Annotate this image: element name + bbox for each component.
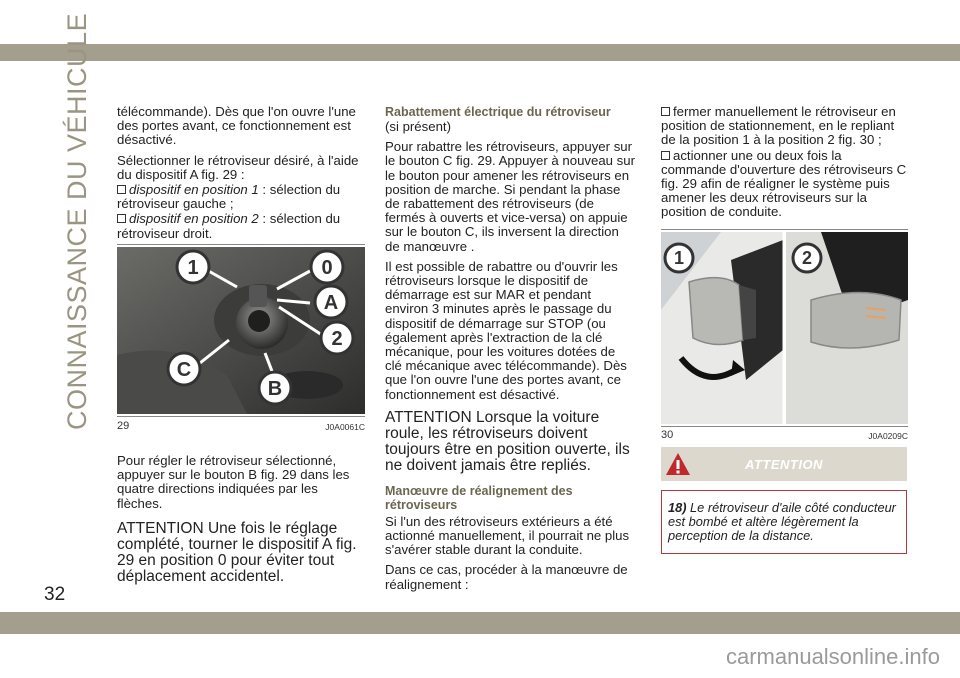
bullet-icon	[117, 214, 126, 223]
callout-label: B	[267, 378, 283, 400]
warning-header	[661, 447, 907, 481]
paragraph: télécommande). Dès que l'on ouvre l'une des portes avant, ce fonctionnement est désactivé.	[117, 104, 356, 148]
list-item	[661, 149, 909, 220]
page-number: 32	[44, 584, 66, 605]
figure-number: 29	[117, 420, 130, 432]
list-item-text: actionner une ou deux fois la commande d'ouverture des rétroviseurs C fig. 29 afin de réaligner le système puis amener les deux rétroviseurs sur la position de conduite.	[661, 147, 907, 220]
section-title: CONNAISSANCE DU VÉHICULE	[62, 12, 92, 430]
column-1	[117, 105, 365, 247]
paragraph: Pour régler le rétroviseur sélectionné, appuyer sur le bouton B fig. 29 dans les quatre directions indiquées par les flèches.	[117, 453, 350, 511]
footer-watermark[interactable]: carmanualsonline.info	[725, 644, 940, 669]
bullet-icon	[117, 185, 126, 194]
paragraph	[117, 154, 365, 182]
bullet-icon	[661, 107, 670, 116]
figure-caption	[117, 420, 365, 432]
list-item-italic: dispositif en position 1	[129, 182, 259, 198]
figure-caption	[661, 429, 908, 441]
section-heading: Manœuvre de réalignement des rétroviseurs	[385, 483, 573, 512]
warning-text: Le rétroviseur d'aile côté conducteur est bombé et altère légèrement la perception de la distance.	[668, 500, 896, 543]
callout-label: 1	[187, 257, 199, 279]
section-heading: Rabattement électrique du rétroviseur	[385, 105, 611, 119]
list-item-text: fermer manuellement le rétroviseur en position de stationnement, en le repliant de la position 1 à la position 2 fig. 30 ;	[661, 104, 896, 148]
list-item	[117, 212, 365, 240]
callout-label: A	[323, 292, 339, 314]
paragraph: Si l'un des rétroviseurs extérieurs a été actionné manuellement, il pourrait ne plus s'avérer stable durant la conduite.	[385, 513, 630, 558]
attention-note: ATTENTION Lorsque la voiture roule, les rétroviseurs doivent toujours être en position ouverte, ils ne doivent jamais être repliés.	[385, 408, 630, 474]
callout-label: 1	[673, 248, 685, 268]
column-2	[385, 105, 635, 598]
list-item-text: : sélection du rétroviseur gauche ;	[117, 182, 341, 212]
paragraph-text: Sélectionner le rétroviseur désiré, à l'aide du dispositif A fig. 29 :	[117, 152, 359, 182]
bottom-margin	[0, 634, 960, 678]
figure-number: 30	[661, 429, 674, 441]
figure-29	[117, 244, 365, 417]
top-margin	[0, 0, 960, 44]
list-item	[117, 183, 365, 211]
warning-body	[661, 490, 907, 554]
warning-number: 18)	[668, 500, 687, 515]
paragraph: Pour rabattre les rétroviseurs, appuyer sur le bouton C fig. 29. Appuyer à nouveau sur le bouton pour amener les rétroviseurs en position de marche. Si pendant la phase de rabattement des rétroviseurs (de fermés à ouverts et vice-versa) on appuie sur le bouton C, ils inversent la direction de manœuvre .	[385, 139, 636, 254]
warning-box	[661, 447, 907, 554]
callout-label: 2	[801, 248, 813, 268]
attention-note: ATTENTION Une fois le réglage complété, tourner le dispositif A fig. 29 en position 0 pour éviter tout déplacement accidentel.	[117, 519, 357, 585]
side-mirror-photo	[661, 230, 908, 426]
figure-code: J0A0061C	[325, 422, 365, 432]
list-item	[661, 105, 909, 148]
figure-code: J0A0209C	[868, 431, 908, 441]
callout-label: 0	[321, 257, 333, 279]
mirror-control-photo	[117, 245, 365, 416]
list-item-text: : sélection du rétroviseur droit.	[117, 211, 341, 241]
bullet-icon	[661, 151, 670, 160]
paragraph: (si présent)	[385, 119, 451, 134]
paragraph: Il est possible de rabattre ou d'ouvrir les rétroviseurs lorsque le dispositif de démarrage est sur MAR et pendant environ 3 minutes après le passage du dispositif de démarrage sur STOP (ou également après l'extraction de la clé mécanique, pour les voitures dotées de clé mécanique avec télécommande). Dès que l'on ouvre l'une des portes avant, ce fonctionnement est désactivé.	[385, 258, 627, 402]
header-band	[0, 44, 960, 61]
warning-title: ATTENTION	[745, 457, 823, 472]
paragraph: Dans ce cas, procéder à la manœuvre de réalignement :	[385, 562, 628, 592]
figure-30	[661, 229, 908, 427]
callout-label: C	[176, 359, 192, 381]
list-item-italic: dispositif en position 2	[129, 211, 259, 227]
column-1-lower	[117, 454, 365, 595]
callout-label: 2	[331, 328, 343, 350]
column-3	[661, 105, 909, 226]
footer-band	[0, 612, 960, 634]
